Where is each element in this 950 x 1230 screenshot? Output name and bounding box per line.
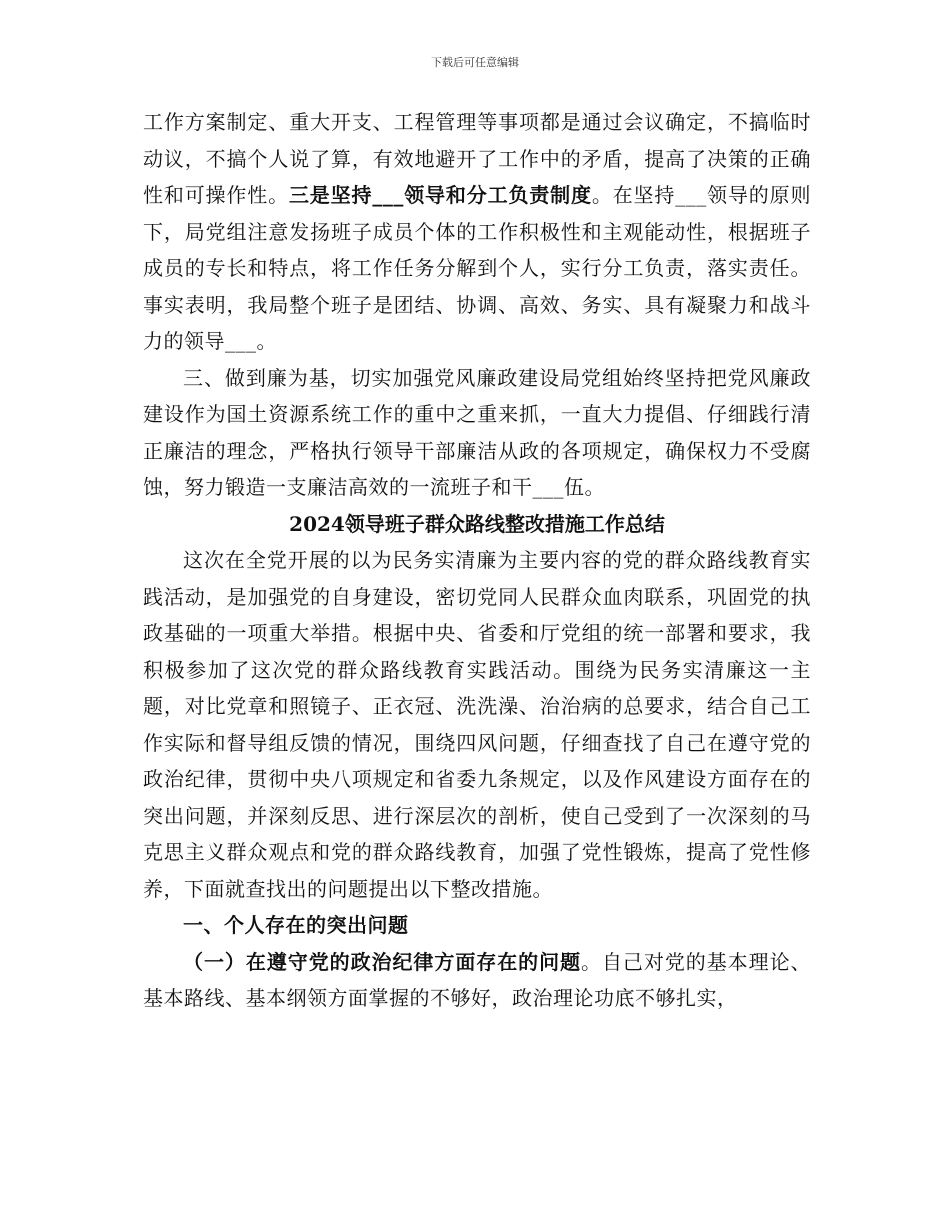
document-body — [143, 104, 811, 1017]
paragraph-2: 三、做到廉为基，切实加强党风廉政建设局党组始终坚持把党风廉政建设作为国土资源系统工作的重中之重来抓，一直大力提倡、仔细践行清正廉洁的理念，严格执行领导干部廉洁从政的各项规定，确保权力不受腐蚀，努力锻造一支廉洁高效的一流班子和干___伍。 — [143, 365, 811, 499]
paragraph-4 — [143, 944, 811, 1017]
section-title: 2024领导班子群众路线整改措施工作总结 — [289, 511, 665, 536]
paragraph-1-end: 。在坚持___领导的原则下，局党组注意发扬班子成员个体的工作积极性和主观能动性，根据班子成员的专长和特点，将工作任务分解到个人，实行分工负责，落实责任。事实表明，我局整个班子是团结、协调、高效、务实、具有凝聚力和战斗力的领导___。 — [143, 183, 812, 353]
paragraph-1 — [143, 104, 811, 360]
page-header: 下载后可任意编辑 — [431, 56, 519, 69]
paragraph-1-text: 工作方案制定、重大开支、工程管理等事项都是通过会议确定，不搞临时动议，不搞个人说了算，有效地避开了工作中的矛盾，提高了决策的正确性和可操作性。 — [143, 110, 811, 207]
paragraph-4-text: 。自己对党的基本理论、基本路线、基本纲领方面掌握的不够好，政治理论功底不够扎实， — [143, 949, 812, 1010]
paragraph-1-bold: 三是坚持___领导和分工负责制度 — [288, 183, 592, 207]
paragraph-4-bold: （一）在遵守党的政治纪律方面存在的问题 — [183, 949, 582, 974]
heading-1: 一、个人存在的突出问题 — [183, 913, 409, 937]
paragraph-3: 这次在全党开展的以为民务实清廉为主要内容的党的群众路线教育实践活动，是加强党的自身建设，密切党同人民群众血肉联系，巩固党的执政基础的一项重大举措。根据中央、省委和厅党组的统一部署和要求，我积极参加了这次党的群众路线教育实践活动。围绕为民务实清廉这一主题，对比党章和照镜子、正衣冠、洗洗澡、治治病的总要求，结合自己工作实际和督导组反馈的情况，围绕四风问题，仔细查找了自己在遵守党的政治纪律，贯彻中央八项规定和省委九条规定，以及作风建设方面存在的突出问题，并深刻反思、进行深层次的剖析，使自己受到了一次深刻的马克思主义群众观点和党的群众路线教育，加强了党性锻炼，提高了党性修养，下面就查找出的问题提出以下整改措施。 — [143, 548, 811, 901]
